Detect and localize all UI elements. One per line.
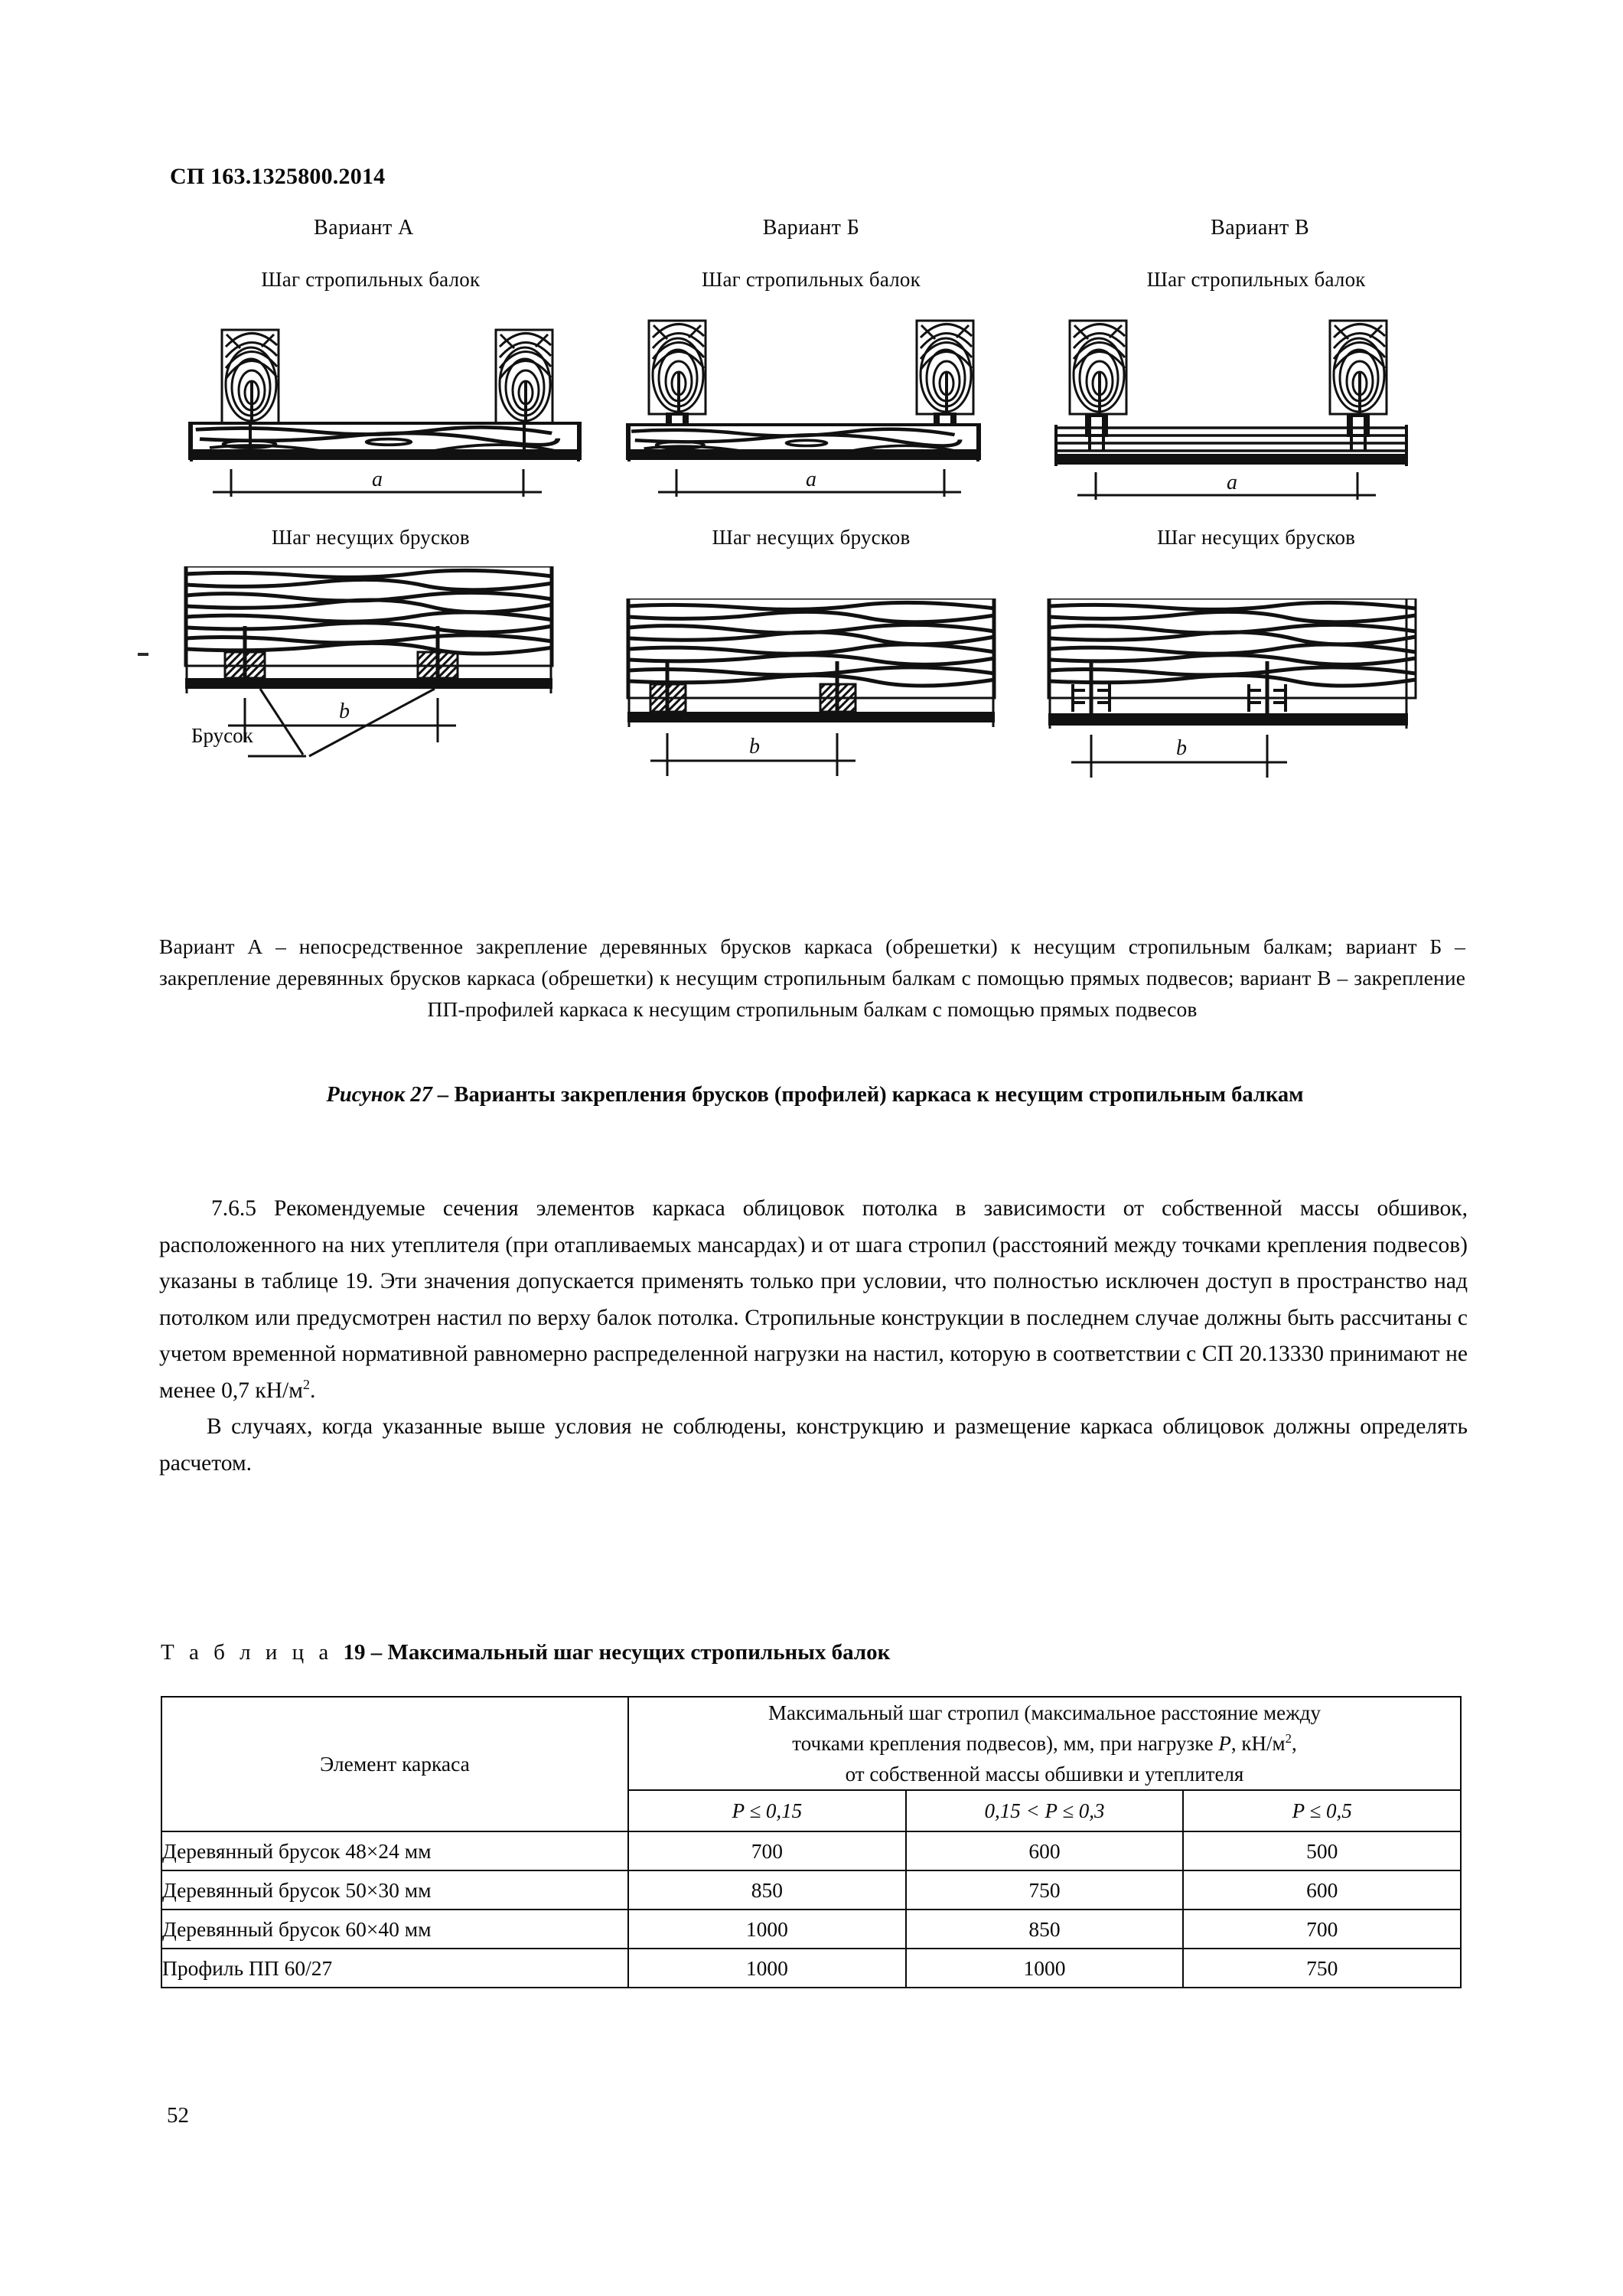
dimension-a (213, 468, 542, 497)
table-row (161, 1910, 1461, 1949)
variant-c-bottom-label: Шаг несущих брусков (1157, 526, 1356, 549)
variant-column-c (1028, 216, 1462, 240)
paragraph-7-6-5-text: 7.6.5 Рекомендуемые сечения элементов каркаса облицовок потолка в зависимости от собственной массы обшивок, расположенного на них утеплителя (при отапливаемых мансардах) и от шага стропил (расстояний между точками крепления подвесов) указаны в таблице 19. Эти значения допускается применять только при условии, что полностью исключен доступ в пространство над потолком или предусмотрен настил по верху балок потолка. Стропильные конструкции в последнем случае должны быть рассчитаны с учетом временной нормативной равномерно распределенной нагрузки на настил, которую в соответствии с СП 20.13330 принимают не менее 0,7 кН/м (159, 1196, 1468, 1403)
variant-titles-row (161, 216, 1462, 240)
rafter-beam-right (1330, 321, 1387, 414)
header-element-column: Элемент каркаса (161, 1697, 628, 1831)
page-number: 52 (167, 2103, 189, 2128)
cladding-layer (1054, 454, 1408, 465)
bottom-label-cell-c (1028, 526, 1462, 550)
variant-column-a (161, 216, 595, 240)
row-value-load-1: 1000 (628, 1949, 906, 1988)
figure-27-title-main: Варианты закрепления брусков (профилей) каркаса к несущим стропильным балкам (454, 1083, 1304, 1107)
row-element-name: Деревянный брусок 60×40 мм (161, 1910, 628, 1949)
cladding-layer (1048, 713, 1408, 726)
paragraph-exceptions: В случаях, когда указанные выше условия не соблюдены, конструкцию и размещение каркаса облицовок должны определять расчетом. (159, 1414, 1468, 1476)
row-value-load-1: 1000 (628, 1910, 906, 1949)
variant-a-dim-a-label: a (372, 468, 383, 491)
top-sections-drawings (161, 308, 1462, 507)
variant-a-top-section (182, 308, 611, 507)
variant-b-dim-a-label: a (806, 468, 816, 491)
bottom-plan-drawings (161, 566, 1462, 758)
variant-column-b (595, 216, 1028, 240)
figure-27-title (230, 1078, 1400, 1112)
row-element-name: Профиль ПП 60/27 (161, 1949, 628, 1988)
paragraph-7-6-5-tail: . (310, 1378, 316, 1403)
paragraph-7-6-5 (159, 1191, 1468, 1409)
section-7-6-5-body (159, 1191, 1468, 1482)
row-element-name: Деревянный брусок 50×30 мм (161, 1870, 628, 1910)
dimension-b (650, 733, 855, 776)
direct-hanger-right (1348, 416, 1368, 451)
row-value-load-1: 700 (628, 1831, 906, 1870)
header-load-line1: Максимальный шаг стропил (максимальное расстояние между (768, 1701, 1321, 1724)
rafter-beam-right (496, 330, 552, 423)
variant-c-top-section (1048, 308, 1477, 507)
header-load-range-1: P ≤ 0,15 (628, 1790, 906, 1831)
table-19 (161, 1696, 1462, 1988)
row-value-load-3: 750 (1183, 1949, 1461, 1988)
header-load-range-3: P ≤ 0,5 (1183, 1790, 1461, 1831)
variant-c-top-label: Шаг стропильных балок (1146, 268, 1366, 291)
brusok-callout-label: Брусок (191, 724, 253, 747)
table-19-heading: Максимальный шаг несущих стропильных балок (387, 1640, 891, 1665)
variant-c-title: Вариант В (1211, 216, 1310, 240)
table-row (161, 1949, 1461, 1988)
cladding-layer (627, 712, 995, 722)
top-label-cell-c (1028, 240, 1462, 292)
top-label-cell-a (161, 240, 595, 292)
row-value-load-1: 850 (628, 1870, 906, 1910)
variant-b-top-section (620, 308, 1048, 507)
header-load-line2c: , (1291, 1732, 1297, 1755)
variant-b-title: Вариант Б (762, 216, 860, 240)
variant-b-top-label: Шаг стропильных балок (702, 268, 921, 291)
rafter-beam-left (649, 321, 706, 414)
batten-board (627, 425, 979, 460)
figure-27 (161, 216, 1462, 758)
variant-c-dim-a-label: a (1227, 471, 1237, 494)
bottom-sublabels-row (161, 526, 1462, 550)
figure-27-title-prefix: Рисунок 27 – (326, 1083, 455, 1107)
row-value-load-3: 500 (1183, 1831, 1461, 1870)
header-load-sup: 2 (1285, 1731, 1292, 1746)
rafter-beam-left (222, 330, 279, 423)
dimension-b (1071, 735, 1287, 778)
row-value-load-2: 600 (906, 1831, 1184, 1870)
variant-c-bottom-plan (1041, 598, 1469, 790)
document-code-header: СП 163.1325800.2014 (170, 164, 386, 189)
top-sublabels-row (161, 240, 1462, 292)
rafter-beam-left (1070, 321, 1126, 414)
row-value-load-2: 1000 (906, 1949, 1184, 1988)
scan-artifact-mark (138, 653, 148, 656)
header-load-line3: от собственной массы обшивки и утеплителя (845, 1763, 1244, 1786)
figure-27-caption: Вариант А – непосредственное закрепление деревянных брусков каркаса (обрешетки) к несущим стропильным балкам; вариант Б – закрепление деревянных брусков каркаса (обрешетки) к несущим стропильным балкам с помощью прямых подвесов; вариант В – закрепление ПП-профилей каркаса к несущим стропильным балкам с помощью прямых подвесов (159, 934, 1465, 1021)
variant-a-top-label: Шаг стропильных балок (261, 268, 481, 291)
dimension-a (658, 468, 961, 497)
header-load-symbol-p: P (1218, 1732, 1231, 1755)
table-19-number: 19 – (343, 1640, 388, 1665)
header-load-range-2: 0,15 < P ≤ 0,3 (906, 1790, 1184, 1831)
variant-b-bottom-plan (620, 598, 1048, 790)
bottom-label-cell-a (161, 526, 595, 550)
variant-a-dim-b-label: b (339, 700, 350, 723)
header-load-group (628, 1697, 1461, 1790)
variant-c-dim-b-label: b (1176, 736, 1187, 760)
bottom-label-cell-b (595, 526, 1028, 550)
variant-a-bottom-label: Шаг несущих брусков (271, 526, 470, 549)
variant-a-title: Вариант А (314, 216, 414, 240)
row-value-load-3: 700 (1183, 1910, 1461, 1949)
table-row (161, 1831, 1461, 1870)
row-element-name: Деревянный брусок 48×24 мм (161, 1831, 628, 1870)
table-row (161, 1870, 1461, 1910)
kn-m2-superscript: 2 (302, 1376, 311, 1392)
direct-hanger-left (1087, 416, 1106, 451)
variant-b-dim-b-label: b (749, 735, 760, 758)
dimension-b (228, 698, 456, 742)
table-19-label-spaced: Т а б л и ц а (161, 1640, 344, 1665)
header-load-line2a: точками крепления подвесов), мм, при нагрузке (792, 1732, 1219, 1755)
row-value-load-2: 850 (906, 1910, 1184, 1949)
row-value-load-2: 750 (906, 1870, 1184, 1910)
row-value-load-3: 600 (1183, 1870, 1461, 1910)
top-label-cell-b (595, 240, 1028, 292)
cladding-layer (185, 678, 552, 689)
header-load-line2b: , кН/м (1230, 1732, 1286, 1755)
table-19-title (161, 1640, 890, 1665)
variant-b-bottom-label: Шаг несущих брусков (712, 526, 911, 549)
dimension-a (1077, 471, 1376, 500)
table-header-row-1 (161, 1697, 1461, 1790)
rafter-beam-right (917, 321, 973, 414)
batten-board (190, 423, 580, 460)
